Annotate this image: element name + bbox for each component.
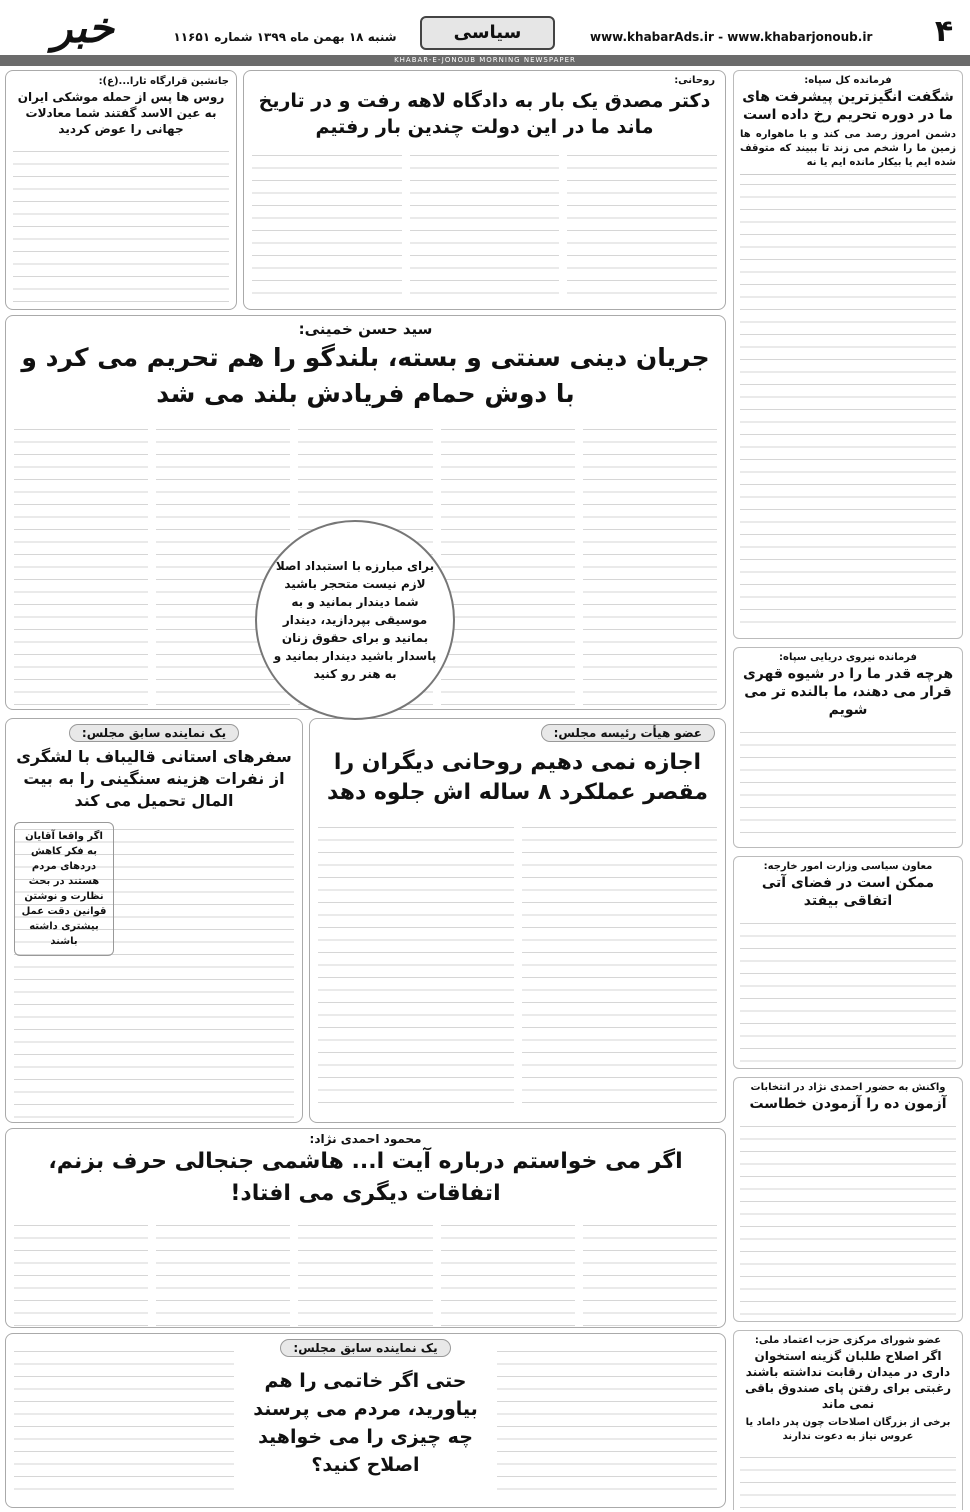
article-body-placeholder [740,174,956,634]
article-body [6,820,302,1120]
article-qalibaf [5,718,303,1123]
article-headline: اجازه نمی دهیم روحانی دیگران را مقصر عملکرد ۸ ساله اش جلوه دهد [326,750,708,805]
text-column [522,818,718,1108]
text-column [14,1216,148,1328]
text-column [156,1216,290,1328]
text-column [583,420,717,710]
text-column [410,146,560,296]
article-body-placeholder [740,723,956,843]
article-body-placeholder [13,142,229,310]
article-kicker: یک نماینده سابق مجلس: [69,724,239,742]
text-column [318,818,514,1108]
pull-quote: برای مبارزه با استبداد اصلا لازم نیست متحجر باشید شما دیندار بمانید و به موسیقی بپردازید، دیندار بمانید و برای حقوق زنان پاسدار باشید دیندار بمانید و به هنر رو کنید [255,520,455,720]
article-lead: برخی از بزرگان اصلاحات چون پدر داماد یا عروس نیاز به دعوت ندارند [745,1417,951,1442]
article-ahmadinejad-election [733,1077,963,1322]
section-title: سیاسی [420,16,555,50]
text-column [441,1216,575,1328]
article-body [6,1216,725,1328]
text-column [14,1342,234,1499]
article-body [244,146,725,296]
article-ahmadinejad [5,1128,726,1328]
article-russia [5,70,237,310]
article-sepah-commander [733,70,963,639]
text-column [14,420,148,710]
inset-quote: اگر واقعا آقایان به فکر کاهش دردهای مردم هستند در بحث نظارت و نوشتن قوانین دقت عمل بیشتری داشته باشند [14,822,114,956]
article-deputy-foreign-minister [733,856,963,1069]
article-headline: شگفت انگیزترین پیشرفت های ما در دوره تحریم رخ داده است [742,89,954,123]
article-lead: دشمن امروز رصد می کند و با ماهواره ها زمین ما را شخم می زند تا ببیند که متوقف شده ایم یا بیکار مانده ایم یا نه [740,129,956,168]
article-body-placeholder [740,1117,956,1317]
article-kicker: فرمانده کل سپاه: [804,75,892,86]
text-column [567,146,717,296]
article-headline: آزمون ده را آزمودن خطاست [749,1096,947,1112]
article-body-placeholder [740,1448,956,1510]
article-kicker: سید حسن خمینی: [298,320,433,338]
article-dahim [309,718,726,1123]
text-column [497,1342,717,1499]
article-headline: حتی اگر خاتمی را هم بیاورید، مردم می پرسند چه چیزی را می خواهید اصلاح کنید؟ [253,1370,478,1476]
article-rouhani [243,70,726,310]
article-headline: ممکن است در فضای آتی اتفاقی بیفتد [761,875,935,909]
article-kicker: فرمانده نیروی دریایی سپاه: [779,652,917,663]
newspaper-logo: خبر [52,3,114,52]
article-headline: هرچه قدر ما را در شیوه قهری قرار می دهند، ما بالنده تر می شویم [742,666,954,718]
dateline: شنبه ۱۸ بهمن ماه ۱۳۹۹ شماره ۱۱۶۵۱ [173,30,397,44]
text-column [252,146,402,296]
website-url[interactable]: www.khabarAds.ir - www.khabarjonoub.ir [590,30,873,44]
article-kicker: عضو شورای مرکزی حزب اعتماد ملی: [754,1335,942,1346]
article-body [310,818,725,1108]
article-headline: اگر اصلاح طلبان گزینه استخوان داری در میدان رقابت نداشته باشند رغبتی برای رفتن پای صندوق باقی نمی ماند [744,1349,952,1411]
page-number: ۴ [934,14,954,49]
article-kicker: جانشین قرارگاه ثارا...(ع): [98,76,229,87]
article-kicker: یک نماینده سابق مجلس: [280,1339,450,1357]
article-kicker: عضو هیأت رئیسه مجلس: [541,724,715,742]
masthead [0,0,970,66]
article-headline: روس ها پس از حمله موشکی ایران به عین الاسد گفتند شما معادلات جهانی را عوض کردید [17,90,225,136]
article-headline: اگر می خواستم درباره آیت ا... هاشمی جنجالی حرف بزنم، اتفاقات دیگری می افتاد! [48,1149,683,1206]
article-khatami [5,1333,726,1508]
article-navy-commander [733,647,963,848]
article-etemad-melli [733,1330,963,1510]
text-column [441,420,575,710]
text-column [583,1216,717,1328]
article-headline: سفرهای استانی قالیباف با لشگری از نفرات هزینه سنگینی را به بیت المال تحمیل می کند [16,747,292,810]
article-kicker: واکنش به حضور احمدی نژاد در انتخابات [750,1082,946,1093]
article-kicker: معاون سیاسی وزارت امور خارجه: [763,861,933,872]
article-kicker: محمود احمدی نژاد: [309,1132,422,1146]
right-column [733,70,963,1510]
text-column [298,1216,432,1328]
article-kicker: روحانی: [674,75,715,86]
article-headline: جریان دینی سنتی و بسته، بلندگو را هم تحریم می کرد و با دوش حمام فریادش بلند می شد [21,343,710,408]
banner-strip: KHABAR-E-JONOUB MORNING NEWSPAPER [0,55,970,66]
article-headline: دکتر مصدق یک بار به دادگاه لاهه رفت و در تاریخ ماند ما در این دولت چندین بار رفتیم [258,90,711,138]
article-body-placeholder [740,914,956,1064]
